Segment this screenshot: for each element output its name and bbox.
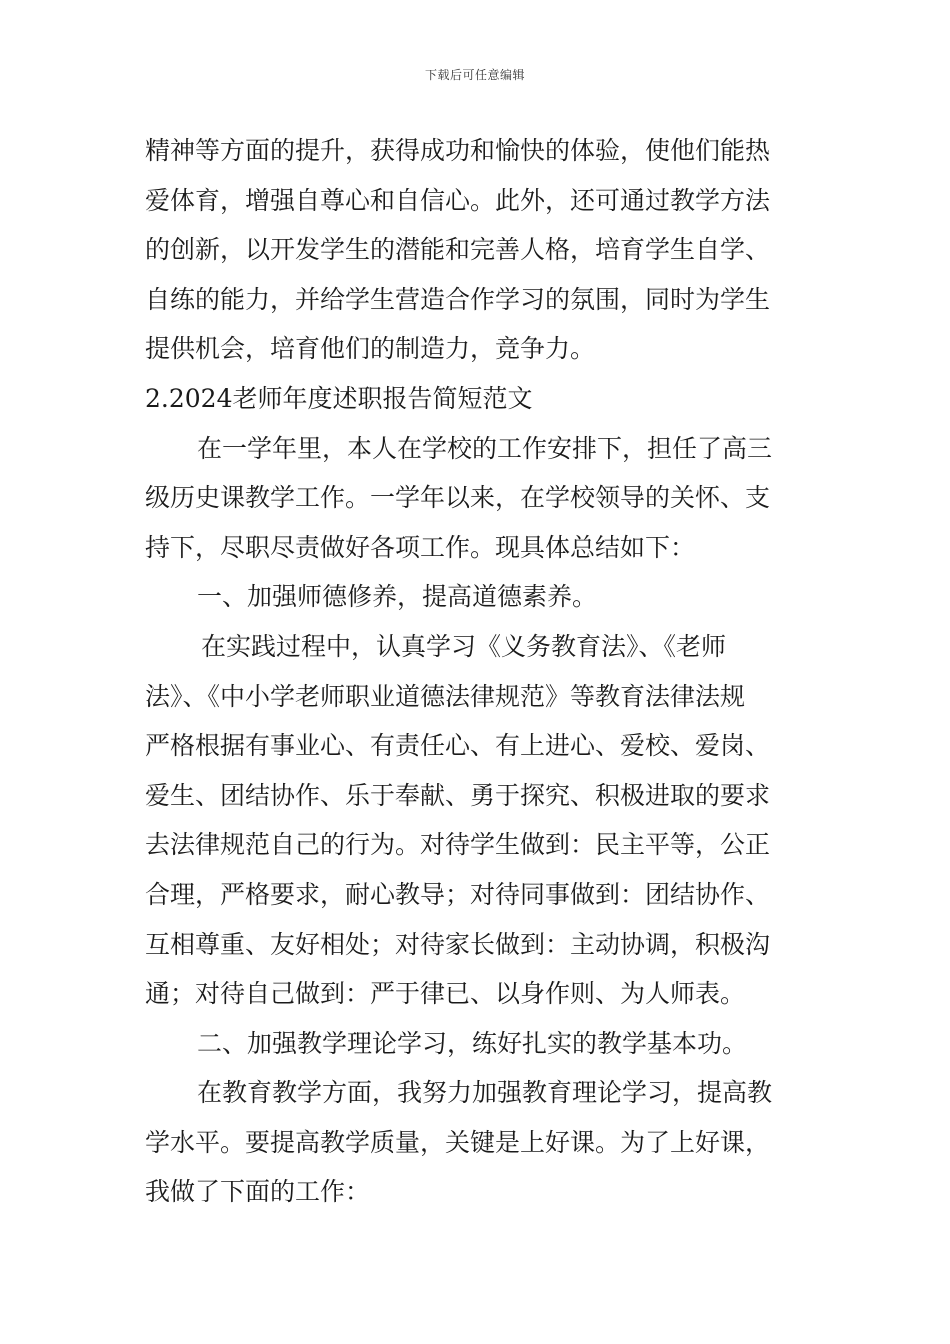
body-line: 合理，严格要求，耐心教导；对待同事做到：团结协作、: [145, 879, 771, 909]
body-line: 级历史课教学工作。一学年以来，在学校领导的关怀、支: [145, 483, 771, 513]
body-line: 爱生、团结协作、乐于奉献、勇于探究、积极进取的要求: [145, 780, 771, 810]
body-line: 严格根据有事业心、有责任心、有上进心、爱校、爱岗、: [145, 731, 771, 761]
body-line: 我做了下面的工作：: [145, 1177, 371, 1207]
body-line: 互相尊重、友好相处；对待家长做到：主动协调，积极沟: [145, 929, 771, 959]
body-line: 的创新，以开发学生的潜能和完善人格，培育学生自学、: [145, 235, 771, 265]
body-line: 去法律规范自己的行为。对待学生做到：民主平等，公正: [145, 830, 771, 860]
section-heading: 2.2024老师年度述职报告简短范文: [145, 383, 533, 413]
paragraph-start: 在一学年里，本人在学校的工作安排下，担任了高三: [197, 433, 773, 463]
body-line: 学水平。要提高教学质量，关键是上好课。为了上好课，: [145, 1127, 771, 1157]
body-line: 通；对待自己做到：严于律已、以身作则、为人师表。: [145, 979, 746, 1009]
body-line: 法》、《中小学老师职业道德法律规范》等教育法律法规: [145, 681, 746, 711]
paragraph-start: 在教育教学方面，我努力加强教育理论学习，提高教: [197, 1078, 773, 1108]
subheading: 二、加强教学理论学习，练好扎实的教学基本功。: [197, 1028, 748, 1058]
page-header: 下载后可任意编辑: [424, 68, 525, 82]
subheading: 一、加强师德修养，提高道德素养。: [197, 582, 598, 612]
body-line: 爱体育，增强自尊心和自信心。此外，还可通过教学方法: [145, 185, 771, 215]
body-line: 自练的能力，并给学生营造合作学习的氛围，同时为学生: [145, 284, 771, 314]
body-line: 持下，尽职尽责做好各项工作。现具体总结如下：: [145, 532, 696, 562]
paragraph-start: 在实践过程中，认真学习《义务教育法》、《老师: [201, 631, 727, 661]
document-body: [145, 126, 810, 1217]
body-line: 精神等方面的提升，获得成功和愉快的体验，使他们能热: [145, 136, 771, 165]
body-line: 提供机会，培育他们的制造力，竞争力。: [145, 334, 596, 364]
